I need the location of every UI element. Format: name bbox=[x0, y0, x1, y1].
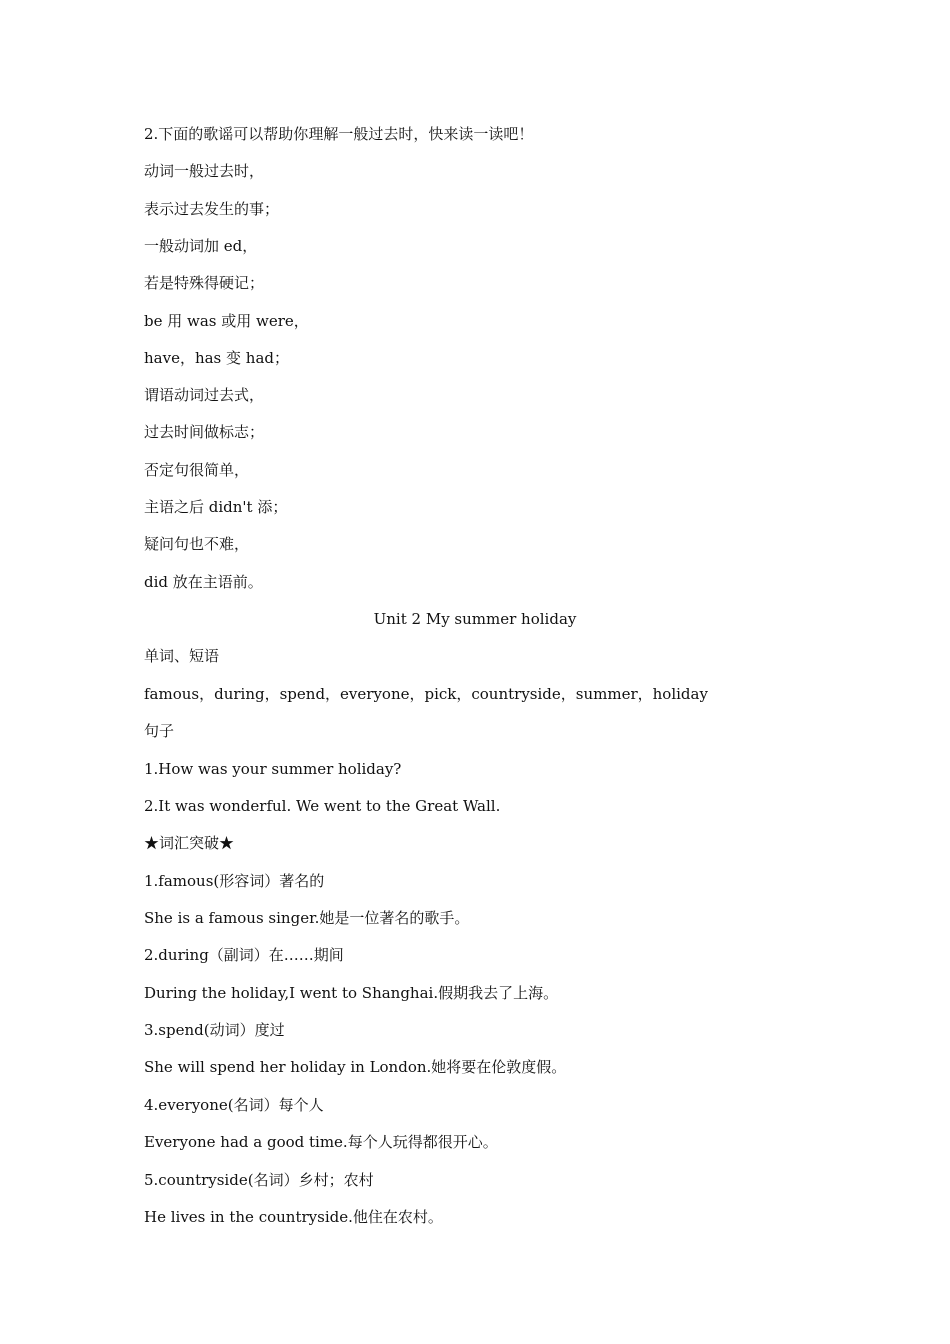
chant-line-11: 疑问句也不难， bbox=[144, 535, 250, 553]
chant-line-1: 动词一般过去时， bbox=[144, 162, 265, 180]
example-spend: She will spend her holiday in London.她将要在伦敦度假。 bbox=[144, 1058, 567, 1076]
word-spend: 3.spend(动词）度过 bbox=[144, 1021, 285, 1039]
word-everyone: 4.everyone(名词）每个人 bbox=[144, 1096, 324, 1114]
chant-line-6: have，has 变 had； bbox=[144, 349, 289, 367]
chant-line-3: 一般动词加 ed， bbox=[144, 237, 258, 255]
word-famous: 1.famous(形容词）著名的 bbox=[144, 872, 325, 890]
chant-intro: 2.下面的歌谣可以帮助你理解一般过去时，快来读一读吧！ bbox=[144, 125, 534, 143]
chant-line-4: 若是特殊得硬记； bbox=[144, 274, 265, 292]
example-famous: She is a famous singer.她是一位著名的歌手。 bbox=[144, 909, 470, 927]
vocab-list: famous，during，spend，everyone，pick，countryside，summer，holiday bbox=[144, 685, 708, 703]
vocab-heading: 单词、短语 bbox=[144, 647, 220, 665]
chant-line-2: 表示过去发生的事； bbox=[144, 200, 280, 218]
chant-line-5: be 用 was 或用 were， bbox=[144, 312, 309, 330]
sentences-heading: 句子 bbox=[144, 722, 175, 740]
example-countryside: He lives in the countryside.他住在农村。 bbox=[144, 1208, 443, 1226]
unit-title: Unit 2 My summer holiday bbox=[373, 610, 577, 628]
chant-line-12: did 放在主语前。 bbox=[144, 573, 263, 591]
example-everyone: Everyone had a good time.每个人玩得都很开心。 bbox=[144, 1133, 498, 1151]
word-during: 2.during（副词）在……期间 bbox=[144, 946, 344, 964]
chant-line-7: 谓语动词过去式， bbox=[144, 386, 265, 404]
vocab-breakthrough-heading: ★词汇突破★ bbox=[144, 834, 235, 852]
example-during: During the holiday,I went to Shanghai.假期我去了上海。 bbox=[144, 984, 559, 1002]
sentence-1: 1.How was your summer holiday? bbox=[144, 760, 402, 778]
chant-line-10: 主语之后 didn't 添； bbox=[144, 498, 288, 516]
chant-line-9: 否定句很简单， bbox=[144, 461, 250, 479]
word-countryside: 5.countryside(名词）乡村；农村 bbox=[144, 1171, 374, 1189]
chant-line-8: 过去时间做标志； bbox=[144, 423, 265, 441]
sentence-2: 2.It was wonderful. We went to the Great Wall. bbox=[144, 797, 501, 815]
